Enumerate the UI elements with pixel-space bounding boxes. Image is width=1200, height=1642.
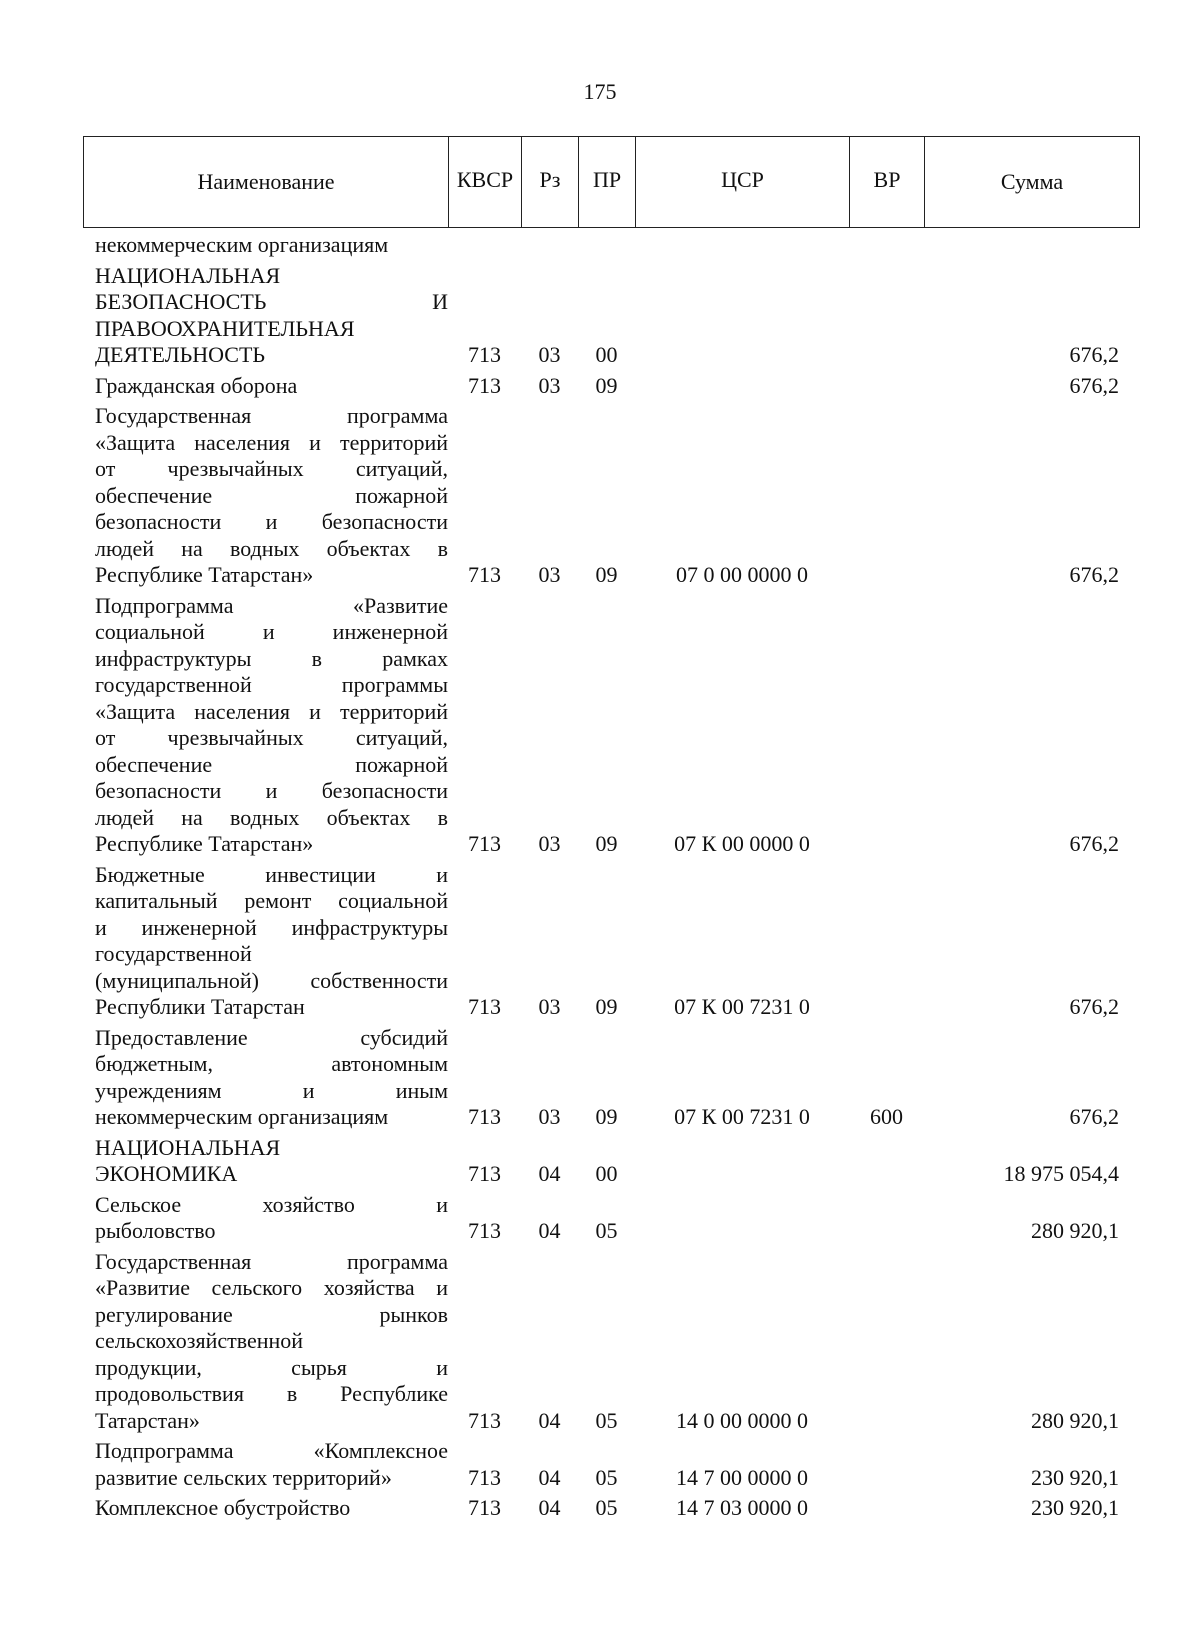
header-sum: Сумма — [925, 137, 1140, 228]
row-sum: 676,2 — [1069, 562, 1119, 587]
row-name-line: Сельское хозяйство и — [95, 1191, 448, 1217]
table-row — [83, 593, 1139, 858]
row-rz: 04 — [538, 1495, 561, 1520]
row-name-line: безопасности и безопасности — [95, 509, 448, 534]
table-row — [83, 1192, 1139, 1245]
row-name-line: социальной и инженерной — [95, 619, 448, 644]
row-sum: 18 975 054,4 — [1003, 1161, 1119, 1186]
row-rz: 03 — [538, 562, 561, 587]
header-vr: ВР — [850, 137, 925, 228]
row-kvsr: 713 — [468, 831, 501, 856]
row-name — [83, 403, 448, 589]
row-name — [83, 862, 448, 1021]
row-name-line: Гражданская оборона — [95, 372, 298, 398]
row-pr: 00 — [595, 342, 618, 367]
row-csr: 14 0 00 0000 0 — [676, 1407, 808, 1433]
row-rz: 03 — [538, 372, 561, 398]
row-kvsr: 713 — [468, 562, 501, 587]
row-name — [83, 1192, 448, 1245]
row-name-line: обеспечение пожарной — [95, 751, 448, 777]
row-sum: 676,2 — [1069, 1104, 1119, 1129]
row-name-line: от чрезвычайных ситуаций, — [95, 456, 448, 481]
row-kvsr: 713 — [468, 994, 501, 1019]
row-name-line: «Защита населения и территорий — [95, 698, 448, 724]
row-name-line: государственной программы — [95, 672, 448, 697]
row-name-line: Подпрограмма «Развитие — [95, 592, 448, 618]
header-csr: ЦСР — [636, 137, 850, 228]
row-kvsr: 713 — [468, 1464, 501, 1490]
row-kvsr: 713 — [468, 1104, 501, 1129]
row-sum: 280 920,1 — [1031, 1218, 1119, 1243]
table-row — [83, 1249, 1139, 1435]
row-name — [83, 1135, 448, 1188]
header-rz: Рз — [522, 137, 579, 228]
row-name-line: БЕЗОПАСНОСТЬ И — [95, 289, 448, 314]
row-pr: 05 — [595, 1464, 618, 1490]
row-name-line: ЭКОНОМИКА — [95, 1161, 238, 1186]
row-name-line: учреждениям и иным — [95, 1077, 448, 1103]
row-name-line: Комплексное обустройство — [95, 1495, 351, 1520]
row-name-line: Государственная программа — [95, 1248, 448, 1274]
row-pr: 09 — [595, 562, 618, 587]
row-name — [83, 373, 448, 400]
row-name-line: рыболовство — [95, 1218, 216, 1243]
row-sum: 676,2 — [1069, 994, 1119, 1019]
row-name — [83, 1025, 448, 1131]
row-pr: 05 — [595, 1218, 618, 1243]
row-name-line: Республике Татарстан» — [95, 562, 314, 587]
row-kvsr: 713 — [468, 1495, 501, 1520]
row-pr: 05 — [595, 1407, 618, 1433]
row-name — [83, 263, 448, 369]
row-name-line: Бюджетные инвестиции и — [95, 861, 448, 887]
row-kvsr: 713 — [468, 1407, 501, 1433]
row-name-line: некоммерческим организациям — [95, 1104, 389, 1129]
row-pr: 09 — [595, 372, 618, 398]
row-kvsr: 713 — [468, 1218, 501, 1243]
row-sum: 676,2 — [1069, 831, 1119, 856]
row-name-line: государственной — [95, 941, 252, 966]
row-name — [83, 1495, 448, 1522]
row-name-line: безопасности и безопасности — [95, 778, 448, 803]
row-name-line: «Развитие сельского хозяйства и — [95, 1275, 448, 1300]
header-name: Наименование — [84, 137, 449, 228]
row-name-line: некоммерческим организациям — [95, 232, 389, 257]
page-number: 175 — [583, 79, 617, 104]
row-name-line: ПРАВООХРАНИТЕЛЬНАЯ — [95, 315, 355, 341]
table-row — [83, 232, 1139, 259]
row-sum: 280 920,1 — [1031, 1407, 1119, 1433]
table-row — [83, 263, 1139, 369]
row-name-line: людей на водных объектах в — [95, 535, 448, 561]
table-row — [83, 862, 1139, 1021]
row-name-line: продукции, сырья и — [95, 1354, 448, 1380]
row-name-line: (муниципальной) собственности — [95, 967, 448, 993]
row-csr: 07 К 00 0000 0 — [674, 831, 810, 856]
row-name-line: НАЦИОНАЛЬНАЯ — [95, 1134, 281, 1160]
table-row — [83, 373, 1139, 400]
row-rz: 03 — [538, 342, 561, 367]
row-name-line: ДЕЯТЕЛЬНОСТЬ — [95, 342, 266, 367]
row-name-line: регулирование рынков — [95, 1301, 448, 1327]
row-csr: 07 К 00 7231 0 — [674, 994, 810, 1019]
row-name-line: развитие сельских территорий» — [95, 1464, 392, 1490]
row-csr: 07 К 00 7231 0 — [674, 1104, 810, 1129]
row-pr: 09 — [595, 1104, 618, 1129]
row-sum: 230 920,1 — [1031, 1464, 1119, 1490]
row-pr: 00 — [595, 1161, 618, 1186]
row-rz: 03 — [538, 831, 561, 856]
row-rz: 03 — [538, 994, 561, 1019]
row-rz: 04 — [538, 1407, 561, 1433]
row-name-line: инфраструктуры в рамках — [95, 645, 448, 671]
row-kvsr: 713 — [468, 372, 501, 398]
table-row — [83, 1025, 1139, 1131]
row-pr: 05 — [595, 1495, 618, 1520]
row-pr: 09 — [595, 831, 618, 856]
row-name — [83, 593, 448, 858]
row-name-line: Подпрограмма «Комплексное — [95, 1438, 448, 1463]
table-row — [83, 1495, 1139, 1522]
row-csr: 14 7 00 0000 0 — [676, 1464, 808, 1490]
table-row — [83, 403, 1139, 589]
row-name-line: Государственная программа — [95, 403, 448, 428]
row-sum: 676,2 — [1069, 342, 1119, 367]
row-pr: 09 — [595, 994, 618, 1019]
row-name-line: капитальный ремонт социальной — [95, 888, 448, 913]
row-name-line: людей на водных объектах в — [95, 804, 448, 830]
row-kvsr: 713 — [468, 1161, 501, 1186]
row-sum: 230 920,1 — [1031, 1495, 1119, 1520]
row-name-line: Татарстан» — [95, 1407, 200, 1433]
row-name — [83, 232, 448, 259]
table-row — [83, 1135, 1139, 1188]
table-row — [83, 1438, 1139, 1491]
table-body — [83, 232, 1139, 1526]
header-pr: ПР — [579, 137, 636, 228]
row-vr: 600 — [870, 1104, 903, 1129]
row-rz: 03 — [538, 1104, 561, 1129]
row-rz: 04 — [538, 1464, 561, 1490]
row-sum: 676,2 — [1069, 372, 1119, 398]
row-csr: 07 0 00 0000 0 — [676, 562, 808, 587]
row-kvsr: 713 — [468, 342, 501, 367]
header-kvsr: КВСР — [449, 137, 522, 228]
row-name-line: обеспечение пожарной — [95, 482, 448, 508]
row-name — [83, 1438, 448, 1491]
row-csr: 14 7 03 0000 0 — [676, 1495, 808, 1520]
row-name-line: «Защита населения и территорий — [95, 429, 448, 455]
row-name-line: продовольствия в Республике — [95, 1381, 448, 1406]
row-name-line: от чрезвычайных ситуаций, — [95, 725, 448, 750]
row-name-line: и инженерной инфраструктуры — [95, 914, 448, 940]
row-rz: 04 — [538, 1161, 561, 1186]
row-name-line: сельскохозяйственной — [95, 1328, 304, 1353]
table-header — [83, 136, 1140, 228]
row-name-line: бюджетным, автономным — [95, 1051, 448, 1076]
row-rz: 04 — [538, 1218, 561, 1243]
row-name-line: НАЦИОНАЛЬНАЯ — [95, 262, 281, 288]
row-name-line: Республике Татарстан» — [95, 831, 314, 856]
row-name — [83, 1249, 448, 1435]
row-name-line: Предоставление субсидий — [95, 1024, 448, 1050]
row-name-line: Республики Татарстан — [95, 994, 305, 1019]
